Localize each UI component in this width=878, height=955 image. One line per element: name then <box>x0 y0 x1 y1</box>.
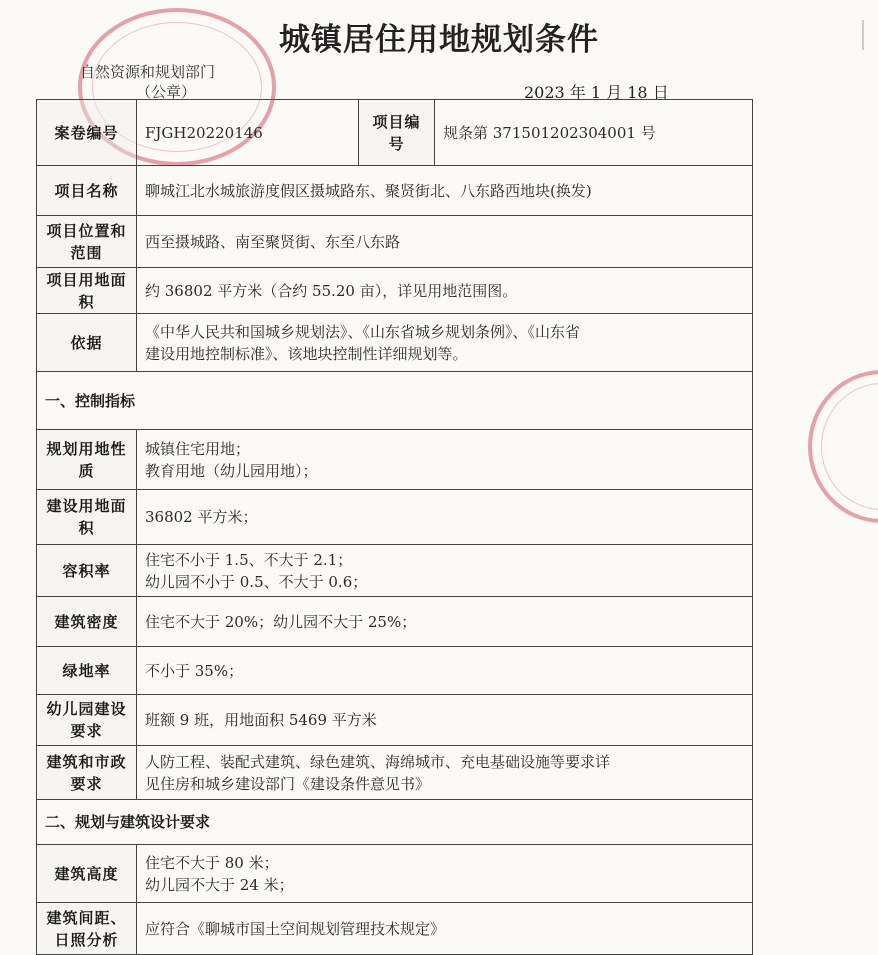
table-row <box>37 490 753 545</box>
row-value: 《中华人民共和国城乡规划法》、《山东省城乡规划条例》、《山东省 建设用地控制标准》、该地块控制性详细规划等。 <box>137 314 753 372</box>
row-label: 依据 <box>37 314 137 372</box>
seal-note: （公章） <box>136 83 197 101</box>
issue-date: 2023 年 1 月 18 日 <box>524 83 669 102</box>
table-row <box>37 430 753 490</box>
section-header-row <box>37 372 753 430</box>
table-row <box>37 545 753 597</box>
row-label: 项目名称 <box>37 166 137 216</box>
row-label: 建筑密度 <box>37 597 137 647</box>
row-value: 约 36802 平方米（合约 55.20 亩），详见用地范围图。 <box>137 268 753 314</box>
case-number-value: FJGH20220146 <box>137 100 359 166</box>
row-value: 住宅不大于 80 米； 幼儿园不大于 24 米； <box>137 845 753 903</box>
row-label: 建设用地面积 <box>37 490 137 545</box>
table-row <box>37 166 753 216</box>
table-row <box>37 647 753 695</box>
row-label: 幼儿园建设要求 <box>37 695 137 746</box>
section-title: 二、规划与建筑设计要求 <box>37 800 753 845</box>
row-label: 项目位置和范围 <box>37 216 137 268</box>
row-label: 项目用地面积 <box>37 268 137 314</box>
row-value: 应符合《聊城市国土空间规划管理技术规定》 <box>137 903 753 955</box>
project-number-label: 项目编号 <box>359 100 435 166</box>
row-label: 容积率 <box>37 545 137 597</box>
row-value: 人防工程、装配式建筑、绿色建筑、海绵城市、充电基础设施等要求详 见住房和城乡建设部门《建设条件意见书》 <box>137 746 753 800</box>
section-header-row <box>37 800 753 845</box>
table-row <box>37 268 753 314</box>
row-label: 绿地率 <box>37 647 137 695</box>
table-row <box>37 216 753 268</box>
row-value: 住宅不大于 20%；幼儿园不大于 25%； <box>137 597 753 647</box>
official-seal-stamp-edge <box>808 370 878 523</box>
row-value: 不小于 35%； <box>137 647 753 695</box>
row-label: 建筑间距、日照分析 <box>37 903 137 955</box>
table-row <box>37 597 753 647</box>
project-number-value: 规条第 371501202304001 号 <box>435 100 753 166</box>
table-row <box>37 903 753 955</box>
row-label: 规划用地性质 <box>37 430 137 490</box>
page-title: 城镇居住用地规划条件 <box>279 22 599 58</box>
case-number-label: 案卷编号 <box>37 100 137 166</box>
row-label: 建筑高度 <box>37 845 137 903</box>
row-value: 聊城江北水城旅游度假区摄城路东、聚贤街北、八东路西地块(换发) <box>137 166 753 216</box>
row-label: 建筑和市政要求 <box>37 746 137 800</box>
table-row <box>37 314 753 372</box>
row-value: 城镇住宅用地； 教育用地（幼儿园用地）； <box>137 430 753 490</box>
table-row <box>37 746 753 800</box>
row-value: 班额 9 班，用地面积 5469 平方米 <box>137 695 753 746</box>
row-value: 住宅不小于 1.5、不大于 2.1； 幼儿园不小于 0.5、不大于 0.6； <box>137 545 753 597</box>
section-title: 一、控制指标 <box>37 372 753 430</box>
table-row <box>37 100 753 166</box>
table-row <box>37 845 753 903</box>
issuing-department <box>80 62 215 102</box>
planning-conditions-table <box>36 99 753 955</box>
row-value: 36802 平方米； <box>137 490 753 545</box>
row-value: 西至摄城路、南至聚贤街、东至八东路 <box>137 216 753 268</box>
department-name: 自然资源和规划部门 <box>80 63 216 81</box>
table-row <box>37 695 753 746</box>
